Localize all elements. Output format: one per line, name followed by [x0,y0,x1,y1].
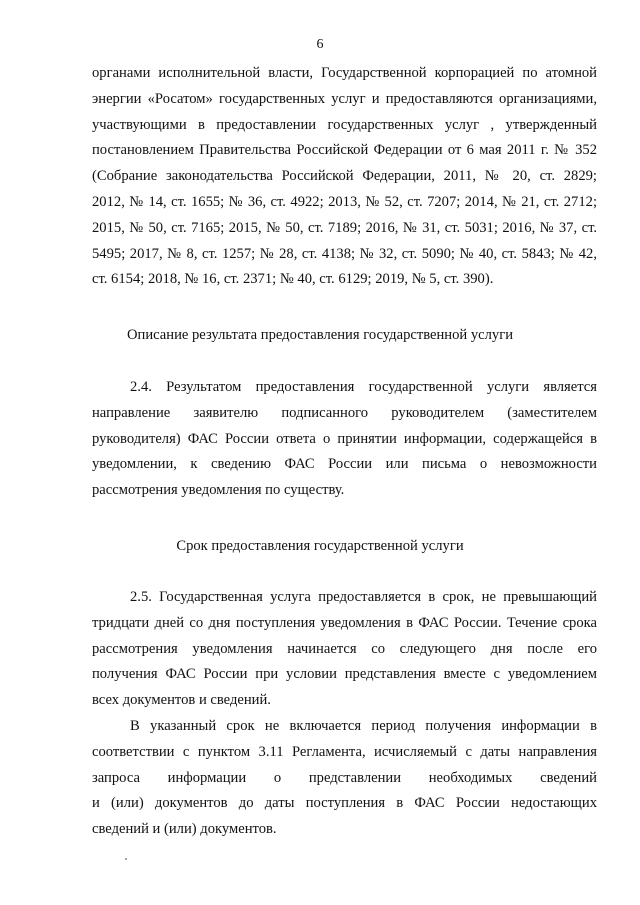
text-line: 2.5. Государственная услуга предоставляется в срок, не превышающий [130,589,597,605]
text-line: запроса информации о представлении необходимых сведений [92,769,597,786]
section-heading-result: Описание результата предоставления государственной услуги [126,327,514,343]
text-line: получения ФАС России при условии представления вместе с уведомлением [92,666,597,683]
paragraph-exclusion-period [92,714,597,843]
text-line: 2.4. Результатом предоставления государственной услуги является [130,379,597,395]
page-number: 6 [316,37,324,52]
paragraph-regulation-reference [92,61,597,293]
text-line: участвующими в предоставлении государственных услуг , утвержденный [92,116,597,133]
paragraph-2-5 [92,585,597,714]
text-line: уведомлении, к сведению ФАС России или письма о невозможности [92,456,597,473]
text-line: постановлением Правительства Российской Федерации от 6 мая 2011 г. № 352 [92,142,597,159]
text-line: рассмотрения уведомления по существу. [92,482,345,499]
text-line: ст. 6154; 2018, № 16, ст. 2371; № 40, ст. 6129; 2019, № 5, ст. 390). [92,271,494,288]
text-line: руководителя) ФАС России ответа о принятии информации, содержащейся в [92,430,597,447]
text-line: органами исполнительной власти, Государственной корпорацией по атомной [92,65,597,81]
text-line: и (или) документов до даты поступления в ФАС России недостающих [92,795,597,812]
text-line: 5495; 2017, № 8, ст. 1257; № 28, ст. 4138; № 32, ст. 5090; № 40, ст. 5843; № 42, [92,245,597,262]
text-line: В указанный срок не включается период получения информации в [130,718,597,734]
text-line: 2015, № 50, ст. 7165; 2015, № 50, ст. 7189; 2016, № 31, ст. 5031; 2016, № 37, ст. [92,219,597,236]
text-line: соответствии с пунктом 3.11 Регламента, исчисляемый с даты направления [92,743,597,760]
text-line: 2012, № 14, ст. 1655; № 36, ст. 4922; 2013, № 52, ст. 7207; 2014, № 21, ст. 2712; [92,193,597,210]
text-line: тридцати дней со дня поступления уведомления в ФАС России. Течение срока [92,614,597,631]
text-line: рассмотрения уведомления начинается со следующего дня после его [92,640,597,657]
section-heading-term: Срок предоставления государственной услуги [176,538,464,554]
text-line: всех документов и сведений. [92,692,271,709]
text-line: энергии «Росатом» государственных услуг и предоставляются организациями, [92,90,597,107]
text-line: (Собрание законодательства Российской Федерации, 2011, № 20, ст. 2829; [92,168,597,185]
scan-artifact-dot [125,858,127,860]
text-line: сведений и (или) документов. [92,821,277,838]
text-line: направление заявителю подписанного руководителем (заместителем [92,404,597,421]
paragraph-2-4 [92,375,597,504]
